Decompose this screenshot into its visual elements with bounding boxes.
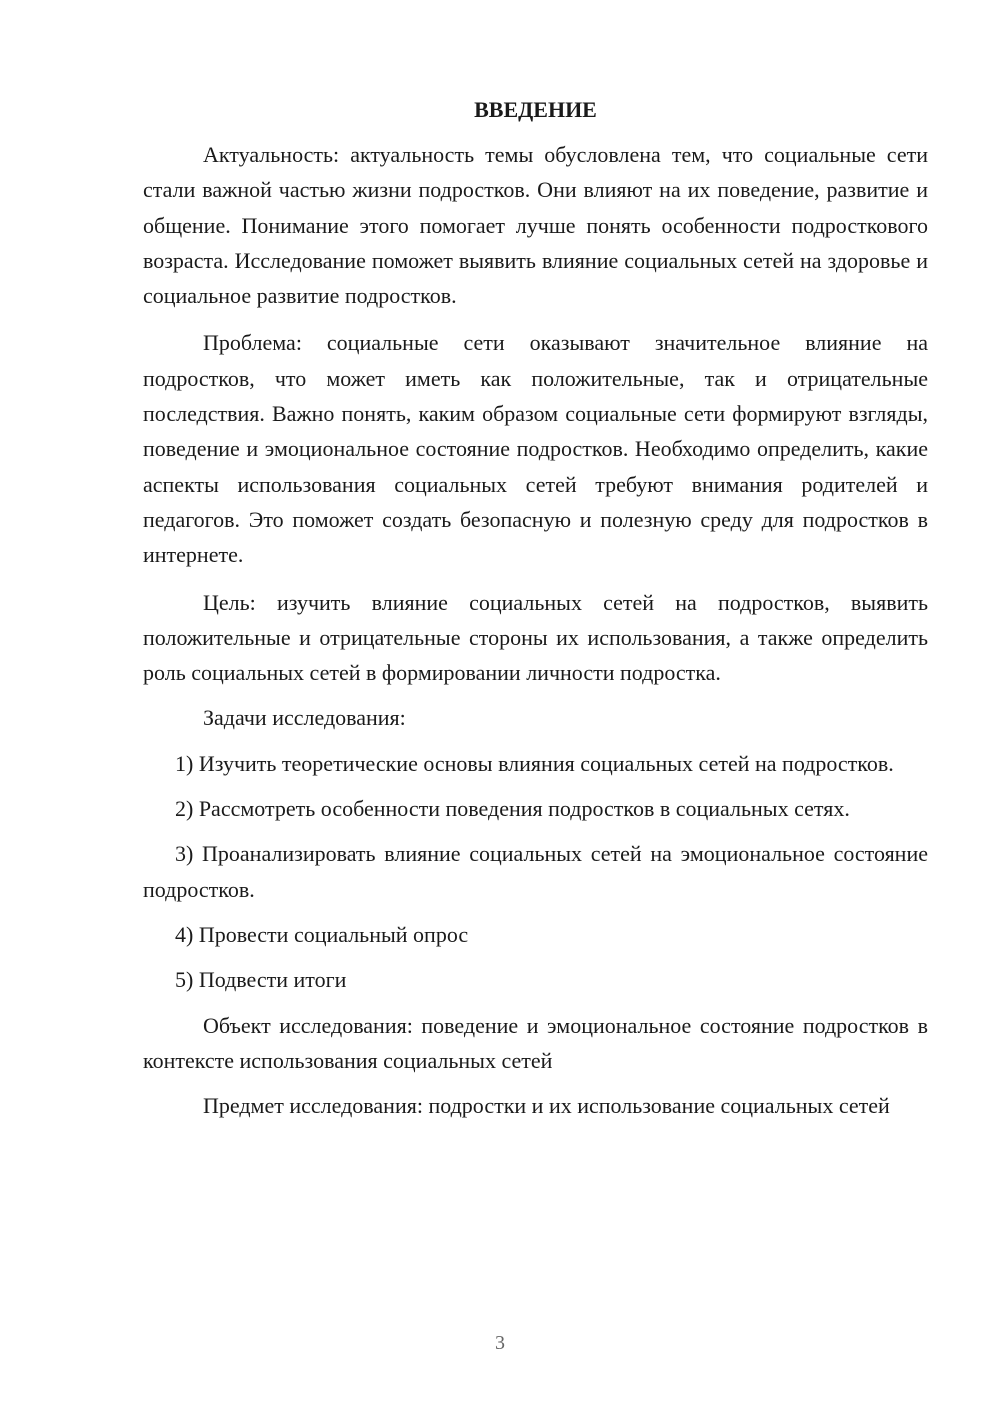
task-item-5: 5) Подвести итоги — [175, 967, 347, 993]
section-title: ВВЕДЕНИЕ — [474, 97, 597, 122]
task-item-2: 2) Рассмотреть особенности поведения подростков в социальных сетях. — [175, 796, 850, 822]
subject-paragraph: Предмет исследования: подростки и их использование социальных сетей — [203, 1093, 890, 1119]
object-paragraph: Объект исследования: поведение и эмоциональное состояние подростков в контексте использования социальных сетей — [143, 1012, 928, 1073]
problem-paragraph: Проблема: социальные сети оказывают значительное влияние на подростков, что может иметь как положительные, так и отрицательные последствия. Важно понять, каким образом социальные сети формируют взгляды, поведение и эмоциональное состояние подростков. Необходимо определить, какие аспекты использования социальных сетей требуют внимания родителей и педагогов. Это поможет создать безопасную и полезную среду для подростков в интернете. — [143, 330, 928, 568]
task-item-4: 4) Провести социальный опрос — [175, 921, 469, 947]
task-item-3: 3) Проанализировать влияние социальных сетей на эмоциональное состояние подростков. — [143, 841, 928, 902]
goal-paragraph: Цель: изучить влияние социальных сетей на подростков, выявить положительные и отрицательные стороны их использования, а также определить роль социальных сетей в формировании личности подростка. — [143, 589, 928, 686]
tasks-heading: Задачи исследования: — [203, 705, 406, 731]
relevance-paragraph: Актуальность: актуальность темы обусловлена тем, что социальные сети стали важной частью жизни подростков. Они влияют на их поведение, развитие и общение. Понимание этого помогает лучше понять особенности подросткового возраста. Исследование поможет выявить влияние социальных сетей на здоровье и социальное развитие подростков. — [143, 142, 928, 309]
page-content — [143, 92, 928, 1123]
task-item-1: 1) Изучить теоретические основы влияния социальных сетей на подростков. — [175, 750, 894, 776]
page-number: 3 — [495, 1332, 505, 1354]
